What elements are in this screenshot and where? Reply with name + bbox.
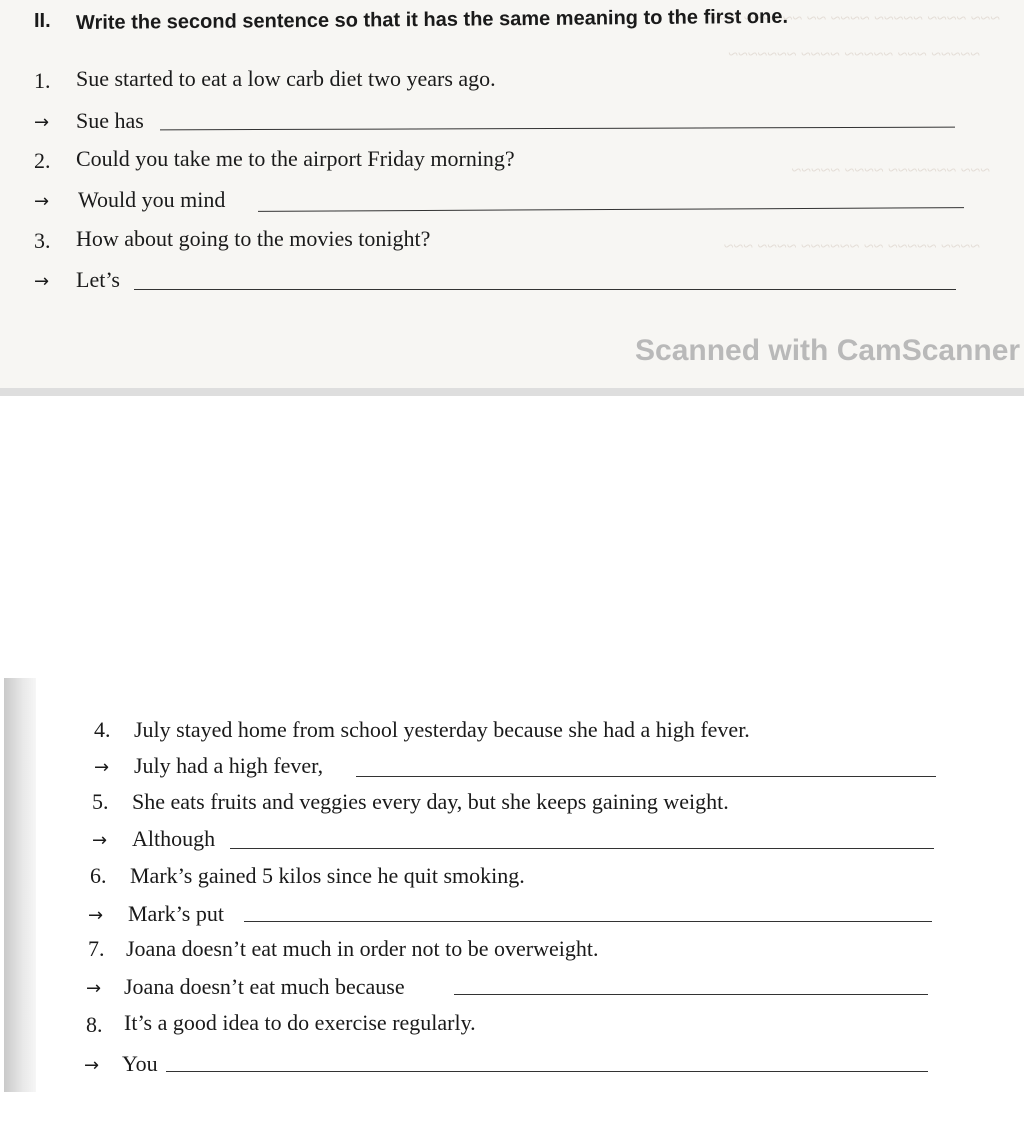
item-number: 8. <box>86 1012 103 1037</box>
original-sentence: How about going to the movies tonight? <box>76 226 431 251</box>
rewrite-prompt: Joana doesn’t eat much because <box>124 974 405 999</box>
bleed-through-texture: ~~~ ~~~~~~~ ~~~~ ~~~~~ <box>791 160 990 180</box>
bleed-through-texture: ~~~ ~~~~ ~~~~~ ~~~~ ~~ ~~~~~~ ~~~ <box>710 8 1000 28</box>
rewrite-prompt: July had a high fever, <box>134 753 324 778</box>
arrow-icon: → <box>34 191 50 212</box>
item-number: 5. <box>92 789 109 814</box>
exercise-instructions: Write the second sentence so that it has the same meaning to the first one. <box>75 5 789 34</box>
rewrite-prompt: Although <box>132 826 216 851</box>
page-binding-shadow <box>4 678 36 1092</box>
arrow-icon: → <box>34 271 50 292</box>
arrow-icon: → <box>86 978 102 999</box>
arrow-icon: → <box>34 112 50 133</box>
scanner-watermark: Scanned with CamScanner <box>635 334 1021 367</box>
original-sentence: Sue started to eat a low carb diet two years ago. <box>76 66 496 91</box>
arrow-icon: → <box>84 1055 100 1076</box>
answer-blank[interactable] <box>166 1071 928 1072</box>
item-number: 7. <box>88 936 105 961</box>
arrow-icon: → <box>92 830 108 851</box>
answer-blank[interactable] <box>244 921 932 922</box>
rewrite-prompt: Sue has <box>76 108 144 133</box>
rewrite-prompt: Would you mind <box>78 187 226 212</box>
rewrite-prompt: Let’s <box>76 267 120 292</box>
original-sentence: Joana doesn’t eat much in order not to be overweight. <box>126 936 599 961</box>
item-number: 3. <box>34 228 51 253</box>
answer-blank[interactable] <box>454 994 928 995</box>
rewrite-prompt: Mark’s put <box>128 901 224 926</box>
item-number: 4. <box>94 717 111 742</box>
item-number: 1. <box>34 68 51 93</box>
rewrite-prompt: You <box>122 1051 158 1076</box>
arrow-icon: → <box>88 905 104 926</box>
blank-area <box>0 396 1024 676</box>
exercise-number: II. <box>34 10 51 32</box>
bleed-through-texture: ~~~~~ ~~~ ~~~~~ ~~~~ ~~~~~~~ <box>728 44 980 64</box>
original-sentence: She eats fruits and veggies every day, but she keeps gaining weight. <box>132 789 729 814</box>
original-sentence: Could you take me to the airport Friday morning? <box>76 146 515 171</box>
answer-blank[interactable] <box>356 776 936 777</box>
bleed-through-texture: ~~~~ ~~~~~ ~~ ~~~~~~ ~~~~ ~~~ <box>723 236 980 256</box>
answer-blank[interactable] <box>134 289 956 290</box>
answer-blank[interactable] <box>230 848 934 849</box>
item-number: 2. <box>34 148 51 173</box>
original-sentence: July stayed home from school yesterday because she had a high fever. <box>134 717 750 742</box>
original-sentence: It’s a good idea to do exercise regularly. <box>124 1010 476 1035</box>
original-sentence: Mark’s gained 5 kilos since he quit smoking. <box>130 863 525 888</box>
item-number: 6. <box>90 863 107 888</box>
arrow-icon: → <box>94 757 110 778</box>
page-divider <box>0 388 1024 396</box>
